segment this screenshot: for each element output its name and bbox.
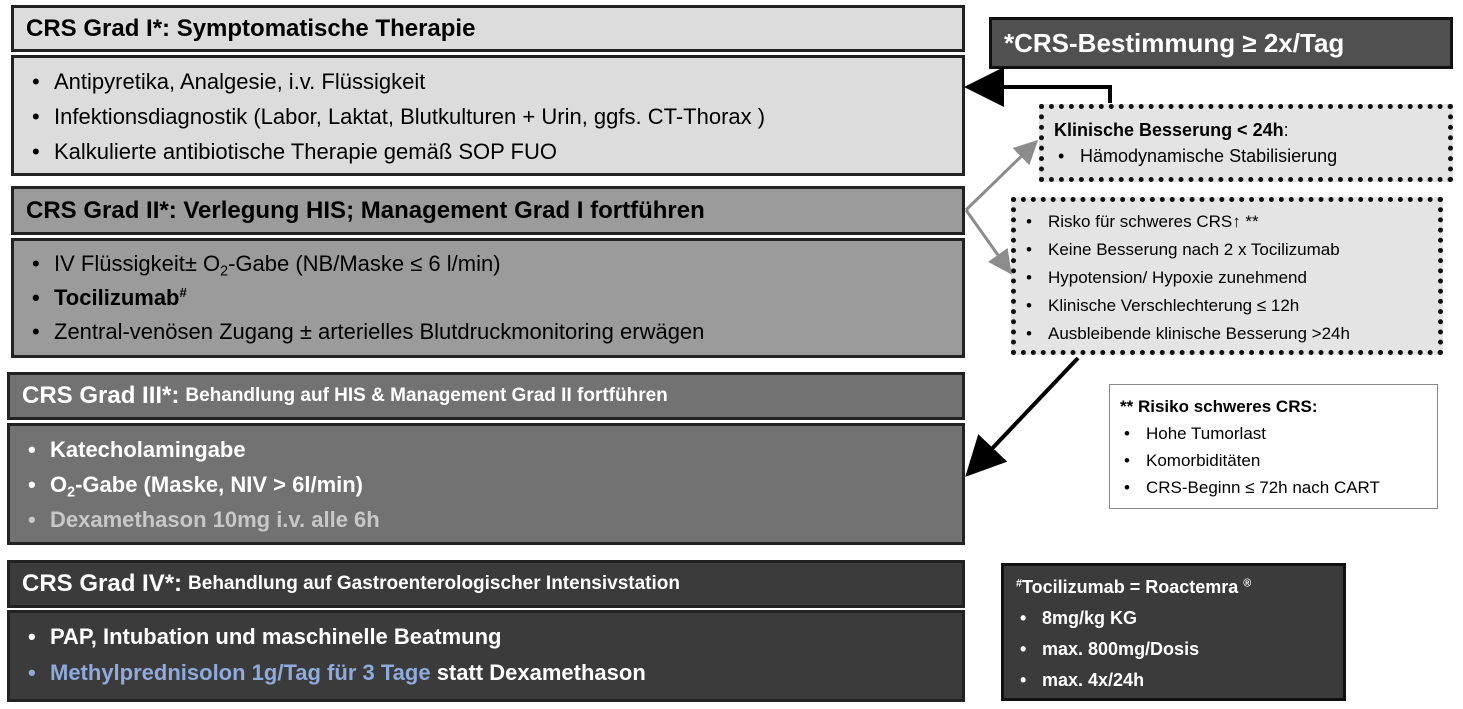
list-item: • Antipyretika, Analgesie, i.v. Flüssigkeit — [28, 64, 948, 99]
toci-list — [1016, 603, 1331, 696]
grade3-header-rest: Behandlung auf HIS & Management Grad II fortführen — [185, 385, 668, 406]
list-item: • Dexamethason 10mg i.v. alle 6h — [24, 502, 948, 537]
list-item: • max. 800mg/Dosis — [1016, 634, 1331, 665]
grade3-header-lead: CRS Grad III*: — [22, 382, 180, 409]
grade1-list — [28, 64, 948, 169]
list-item: • Komorbiditäten — [1120, 447, 1427, 474]
grade2-item1-post: -Gabe (NB/Maske ≤ 6 l/min) — [228, 251, 501, 276]
list-item: • max. 4x/24h — [1016, 665, 1331, 696]
list-item: • 8mg/kg KG — [1016, 603, 1331, 634]
arrow-besserung-to-grade1 — [968, 87, 1110, 103]
besserung-title — [1054, 117, 1438, 143]
subscript: 2 — [220, 263, 229, 280]
subscript: 2 — [67, 484, 76, 501]
toci-title — [1016, 572, 1331, 603]
list-item: • Infektionsdiagnostik (Labor, Laktat, Blutkulturen + Urin, ggfs. CT-Thorax ) — [28, 99, 948, 134]
grade1-header — [11, 5, 965, 52]
besserung-title-text: Klinische Besserung < 24h — [1054, 120, 1284, 140]
grade2-header — [11, 186, 965, 235]
list-item — [28, 281, 948, 315]
risiko-list — [1120, 420, 1427, 501]
grade3-item2-pre: O — [50, 472, 68, 497]
besserung-list — [1054, 143, 1438, 169]
besserung-title-colon: : — [1283, 120, 1289, 140]
list-item: • CRS-Beginn ≤ 72h nach CART — [1120, 474, 1427, 501]
arrow-grade2-to-risk — [966, 210, 1010, 272]
grade4-item2-blue: Methylprednisolon 1g/Tag für 3 Tage — [50, 660, 431, 685]
list-item: • Katecholamingabe — [24, 432, 948, 467]
grade1-header-text: CRS Grad I*: Symptomatische Therapie — [26, 14, 476, 42]
besserung-box — [1039, 104, 1453, 182]
risiko-title — [1120, 393, 1427, 420]
grade2-list — [28, 247, 948, 349]
grade4-body — [7, 610, 965, 702]
grade4-list — [24, 619, 948, 691]
list-item: • Klinische Verschlechterung ≤ 12h — [1022, 292, 1432, 320]
superscript: # — [1016, 577, 1023, 590]
toci-title-text: Tocilizumab = Roactemra — [1022, 577, 1239, 597]
grade3-item2-post: -Gabe (Maske, NIV > 6l/min) — [75, 472, 364, 497]
list-item: • Ausbleibende klinische Besserung >24h — [1022, 320, 1432, 348]
bestimmung-box — [989, 17, 1453, 69]
grade4-header-lead: CRS Grad IV*: — [22, 570, 183, 597]
list-item: • Risko für schweres CRS↑ ** — [1022, 208, 1432, 236]
list-item: • Hohe Tumorlast — [1120, 420, 1427, 447]
grade1-body — [11, 55, 965, 176]
grade4-item2-rest: statt Dexamethason — [436, 660, 646, 685]
grade2-item1-pre: IV Flüssigkeit± O — [54, 251, 221, 276]
list-item — [28, 247, 948, 281]
grade2-header-text: CRS Grad II*: Verlegung HIS; Management Grad I fortführen — [26, 196, 705, 224]
toci-box — [1001, 563, 1346, 701]
grade2-item2: Tocilizumab — [54, 285, 180, 310]
list-item: • Zentral-venösen Zugang ± arterielles Blutdruckmonitoring erwägen — [28, 315, 948, 349]
risiko-box — [1109, 384, 1438, 509]
grade2-body — [11, 238, 965, 358]
grade4-header-rest: Behandlung auf Gastroenterologischer Intensivstation — [188, 573, 680, 594]
grade3-header — [7, 372, 965, 420]
grade3-list — [24, 432, 948, 537]
grade3-body — [7, 423, 965, 545]
list-item: • Kalkulierte antibiotische Therapie gemäß SOP FUO — [28, 134, 948, 169]
risk-list — [1022, 208, 1432, 348]
superscript: # — [179, 285, 187, 301]
grade4-header — [7, 560, 965, 608]
risiko-title-stars: ** — [1120, 397, 1134, 416]
risk-box — [1011, 197, 1443, 355]
risiko-title-text: Risiko schweres CRS: — [1137, 397, 1318, 416]
list-item: • Hämodynamische Stabilisierung — [1054, 143, 1438, 169]
registered-mark: ® — [1243, 577, 1252, 590]
list-item — [24, 467, 948, 502]
list-item: • PAP, Intubation und maschinelle Beatmung — [24, 619, 948, 655]
arrow-risk-to-grade3 — [968, 358, 1078, 474]
list-item: • Keine Besserung nach 2 x Tocilizumab — [1022, 236, 1432, 264]
list-item — [24, 655, 948, 691]
bestimmung-text: *CRS-Bestimmung ≥ 2x/Tag — [1004, 27, 1345, 58]
list-item: • Hypotension/ Hypoxie zunehmend — [1022, 264, 1432, 292]
